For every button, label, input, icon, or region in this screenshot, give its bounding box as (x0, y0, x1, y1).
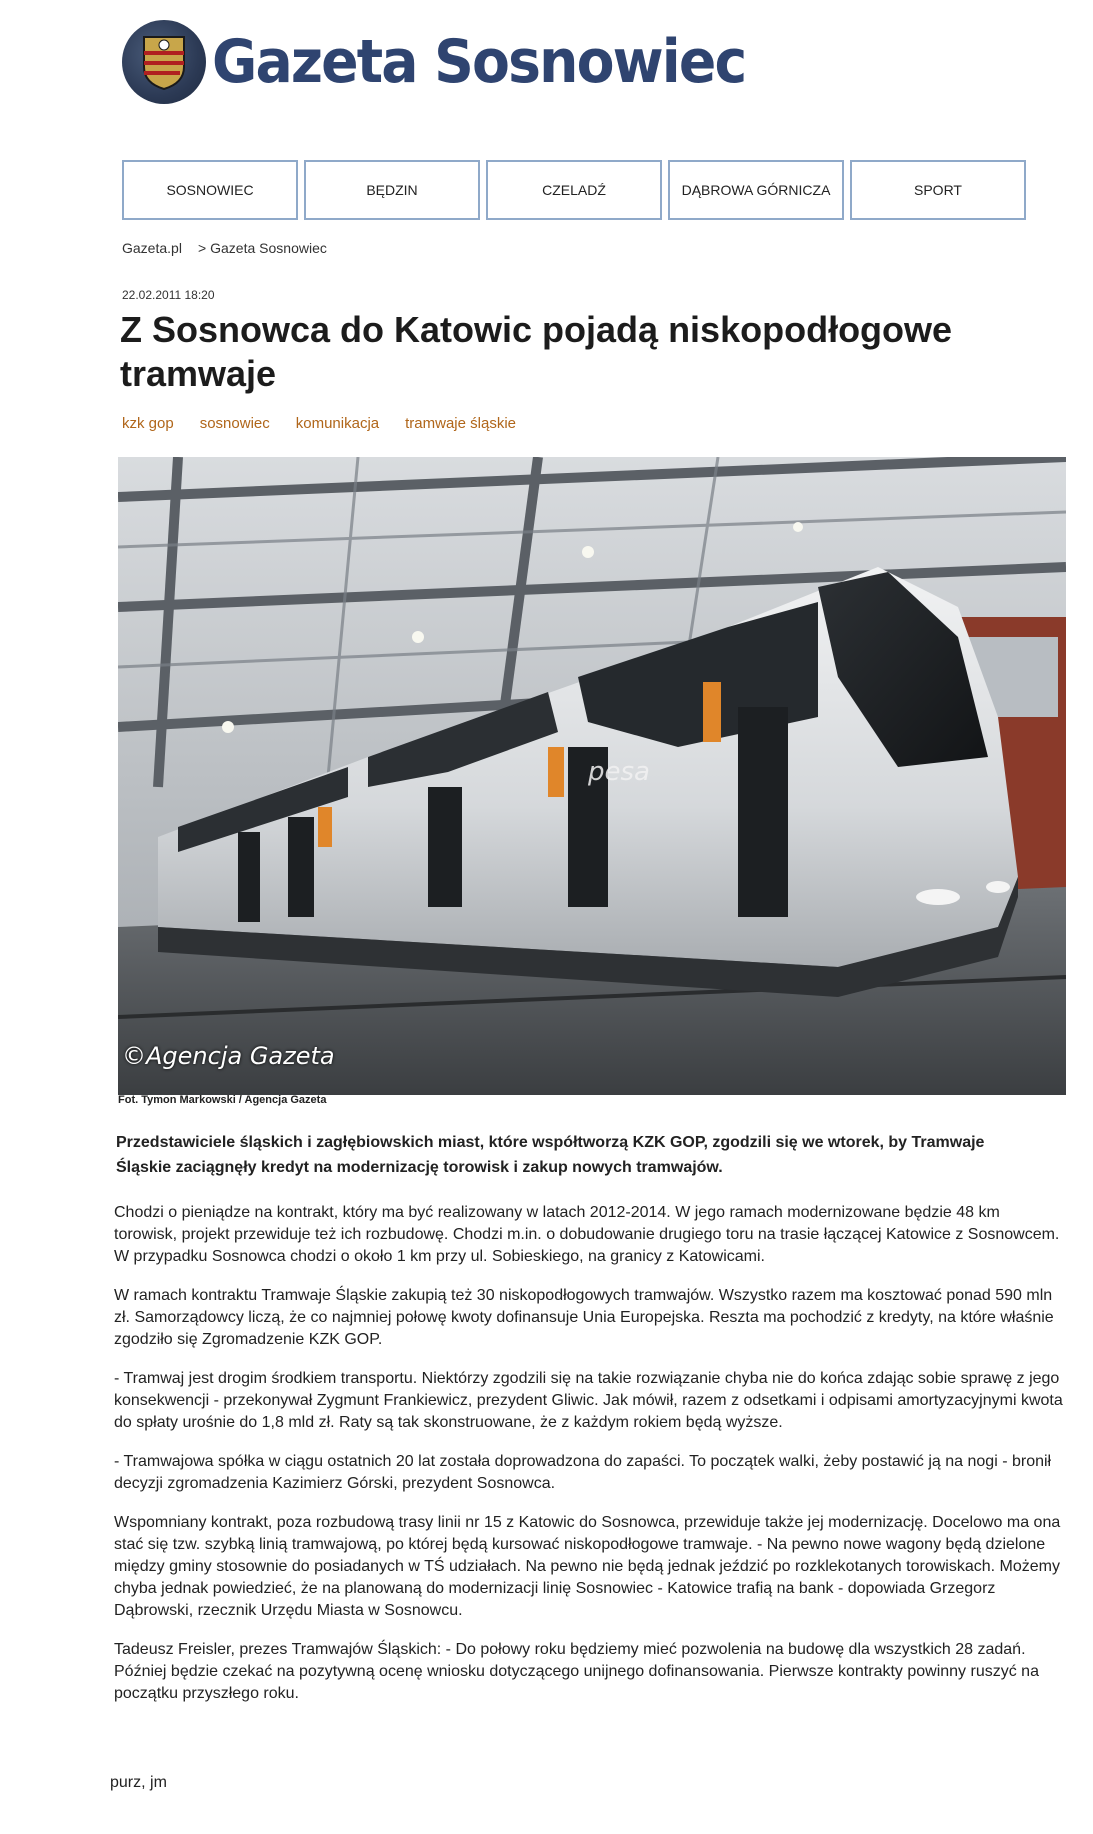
photo-credit: Fot. Tymon Markowski / Agencja Gazeta (118, 1094, 327, 1106)
article-paragraph: W ramach kontraktu Tramwaje Śląskie zakupią też 30 niskopodłogowych tramwajów. Wszystko razem ma kosztować ponad 590 mln zł. Samorządowcy liczą, że co najmniej połowę kwoty dofinansuje Unia Europejska. Reszta ma pochodzić z kredyty, na które właśnie zgodziło się Zgromadzenie KZK GOP. (114, 1287, 1054, 1348)
article-body (114, 1202, 1064, 1722)
nav-item-label: DĄBROWA GÓRNICZA (681, 181, 831, 198)
photo-watermark: ©Agencja Gazeta (122, 1042, 335, 1070)
tag-link[interactable]: tramwaje śląskie (405, 415, 516, 432)
main-nav (122, 160, 1026, 220)
article-title: Z Sosnowca do Katowic pojadą niskopodłogowe tramwaje (120, 309, 953, 394)
article-date: 22.02.2011 18:20 (122, 288, 215, 302)
tag-link[interactable]: komunikacja (295, 415, 380, 432)
breadcrumb (122, 240, 327, 256)
article-photo (118, 457, 1066, 1095)
nav-item-sport[interactable] (850, 160, 1026, 220)
nav-item-bedzin[interactable] (304, 160, 480, 220)
article-paragraph: Chodzi o pieniądze na kontrakt, który ma być realizowany w latach 2012-2014. W jego ramach modernizowane będzie 48 km torowisk, projekt przewiduje też ich rozbudowę. Chodzi m.in. o dobudowanie drugiego toru na trasie łączącej Katowice z Sosnowcem. W przypadku Sosnowca chodzi o około 1 km przy ul. Sobieskiego, na granicy z Katowicami. (114, 1204, 1060, 1265)
nav-item-czeladz[interactable] (486, 160, 662, 220)
article-paragraph: Tadeusz Freisler, prezes Tramwajów Śląskich: - Do połowy roku będziemy mieć pozwolenia na budowę dla wszystkich 28 zadań. Później będzie czekać na pozytywną ocenę wniosku dotyczącego unijnego dofinansowania. Pierwsze kontrakty powinny ruszyć na początku przyszłego roku. (114, 1641, 1039, 1702)
nav-item-sosnowiec[interactable] (122, 160, 298, 220)
nav-item-label: SPORT (914, 181, 962, 198)
article-lead: Przedstawiciele śląskich i zagłębiowskich miast, które współtworzą KZK GOP, zgodzili się we wtorek, by Tramwaje Śląskie zaciągnęły kredyt na modernizację torowisk i zakup nowych tramwajów. (116, 1134, 985, 1176)
article-paragraph: - Tramwaj jest drogim środkiem transportu. Niektórzy zgodzili się na takie rozwiązanie chyba nie do końca zdając sobie sprawę z jego konsekwencji - przekonywał Zygmunt Frankiewicz, prezydent Gliwic. Jak mówił, razem z odsetkami i odpisami amortyzacyjnymi kwota do spłaty urośnie do 1,8 mld zł. Raty są tak skonstruowane, że z każdym rokiem będą wyższe. (114, 1370, 1063, 1431)
nav-item-label: CZELADŹ (542, 181, 606, 198)
breadcrumb-section-link[interactable]: Gazeta Sosnowiec (210, 240, 327, 256)
nav-item-label: SOSNOWIEC (166, 181, 254, 198)
breadcrumb-separator: > (197, 240, 207, 256)
city-crest-icon (122, 20, 206, 104)
nav-item-dabrowa-gornicza[interactable] (668, 160, 844, 220)
site-name: Gazeta Sosnowiec (212, 27, 746, 97)
nav-item-label: BĘDZIN (366, 181, 418, 198)
article-paragraph: Wspomniany kontrakt, poza rozbudową trasy linii nr 15 z Katowic do Sosnowca, przewiduje także jej modernizację. Docelowo ma ona stać się tzw. szybką linią tramwajową, po której będą kursować niskopodłogowe tramwaje. - Na pewno nowe wagony będą dzielone między gminy stosownie do posiadanych w TŚ udziałach. Na pewno nie będą jednak jeździć po rozklekotanych torowiskach. Możemy chyba jednak powiedzieć, że na planowaną do modernizacji linię Sosnowiec - Katowice trafią na bank - dopowiada Grzegorz Dąbrowski, rzecznik Urzędu Miasta w Sosnowcu. (114, 1514, 1061, 1619)
article-paragraph: - Tramwajowa spółka w ciągu ostatnich 20 lat została doprowadzona do zapaści. To początek walki, żeby postawić ją na nogi - bronił decyzji zgromadzenia Kazimierz Górski, prezydent Sosnowca. (114, 1453, 1052, 1492)
article-signature: purz, jm (110, 1774, 167, 1791)
tag-link[interactable]: kzk gop (122, 415, 174, 432)
site-logo[interactable] (122, 22, 792, 102)
article-tags (122, 415, 516, 432)
breadcrumb-home-link[interactable]: Gazeta.pl (122, 240, 182, 256)
tram-brand-mark: pesa (588, 757, 650, 787)
tag-link[interactable]: sosnowiec (199, 415, 270, 432)
